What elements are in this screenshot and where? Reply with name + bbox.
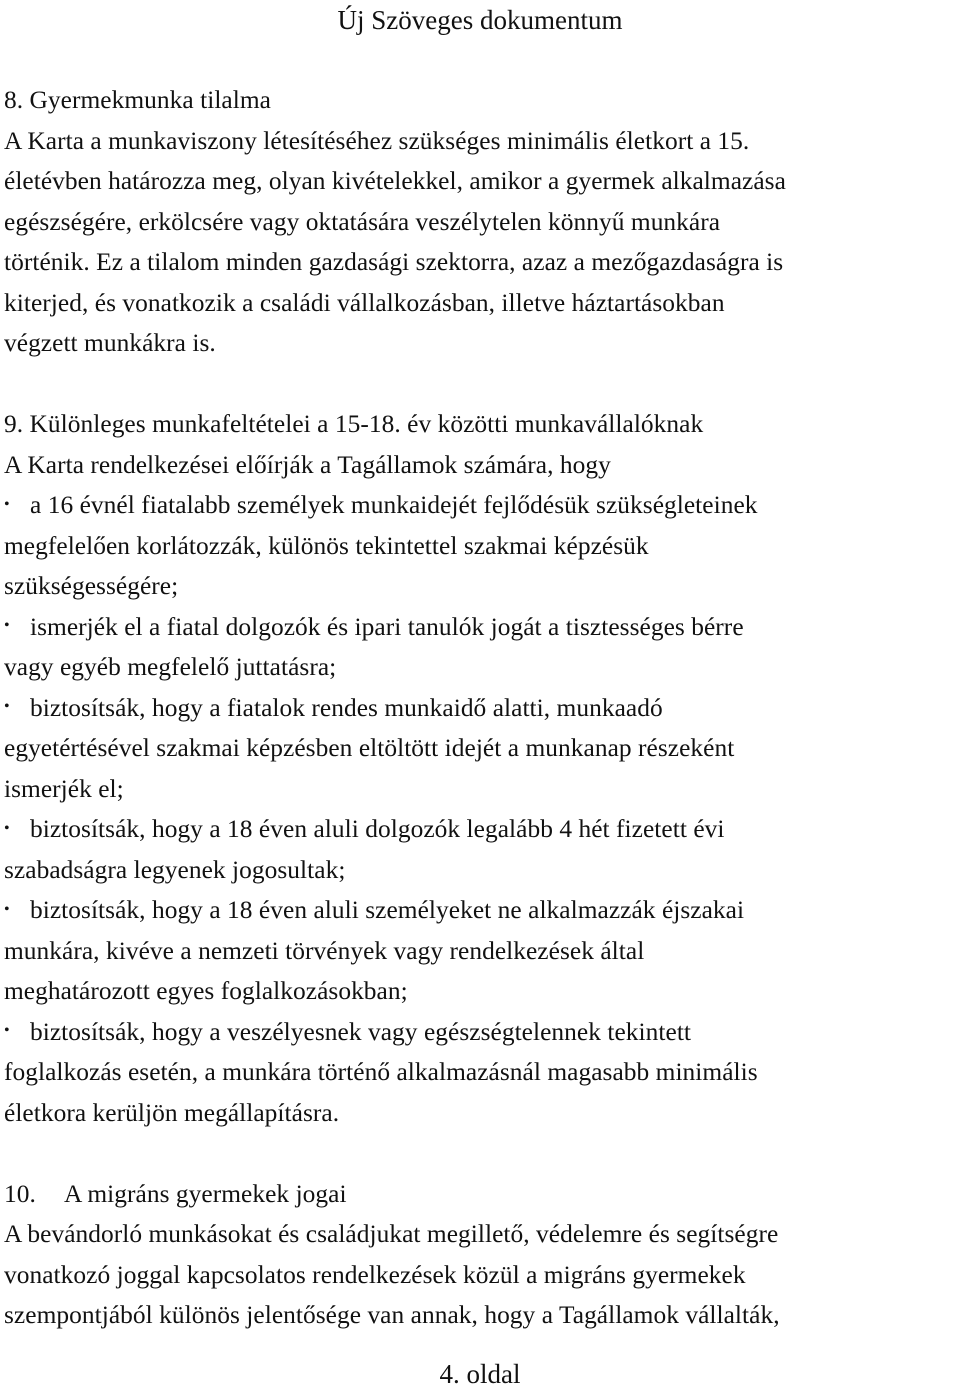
list-item [4, 485, 956, 526]
section-10-line: szempontjából különös jelentősége van annak, hogy a Tagállamok vállalták, [4, 1301, 780, 1329]
list-item-continuation: megfelelően korlátozzák, különös tekintettel szakmai képzésük [4, 531, 649, 560]
bullet-icon: • [4, 495, 10, 513]
section-9-intro: A Karta rendelkezései előírják a Tagállamok számára, hogy [4, 450, 611, 479]
section-10-heading [4, 1174, 956, 1215]
bullet-icon: • [4, 617, 10, 635]
list-item-text: ismerjék el a fiatal dolgozók és ipari tanulók jogát a tisztességes bérre [30, 612, 744, 641]
section-8-line: A Karta a munkaviszony létesítéséhez szükséges minimális életkort a 15. [4, 126, 750, 155]
list-item [4, 1012, 956, 1053]
list-item-continuation: meghatározott egyes foglalkozásokban; [4, 977, 408, 1005]
section-10-title: A migráns gyermekek jogai [64, 1179, 347, 1208]
section-8-line: életévben határozza meg, olyan kivételekkel, amikor a gyermek alkalmazása [4, 167, 786, 195]
list-item-continuation: ismerjék el; [4, 774, 124, 803]
page-number: 4. oldal [439, 1359, 521, 1389]
list-item [4, 688, 956, 729]
list-item-text: biztosítsák, hogy a fiatalok rendes munkaidő alatti, munkaadó [30, 693, 663, 722]
list-item-continuation: foglalkozás esetén, a munkára történő alkalmazásnál magasabb minimális [4, 1058, 758, 1086]
document-body [4, 80, 956, 1336]
section-9-heading: 9. Különleges munkafeltételei a 15-18. év közötti munkavállalóknak [4, 410, 704, 438]
document-title: Új Szöveges dokumentum [337, 5, 623, 35]
bullet-icon: • [4, 819, 10, 837]
section-10-number: 10. [4, 1179, 36, 1208]
section-8-line: kiterjed, és vonatkozik a családi vállalkozásban, illetve háztartásokban [4, 288, 725, 317]
list-item-text: biztosítsák, hogy a 18 éven aluli dolgozók legalább 4 hét fizetett évi [30, 815, 725, 843]
section-8-line: egészségére, erkölcsére vagy oktatására veszélytelen könnyű munkára [4, 207, 721, 236]
section-8-line: történik. Ez a tilalom minden gazdasági szektorra, azaz a mezőgazdaságra is [4, 248, 784, 276]
list-item-continuation: szükségességére; [4, 572, 179, 600]
list-item-text: a 16 évnél fiatalabb személyek munkaidejét fejlődésük szükségleteinek [30, 491, 758, 519]
list-item-continuation: életkora kerüljön megállapításra. [4, 1098, 340, 1127]
section-10-line: vonatkozó joggal kapcsolatos rendelkezések közül a migráns gyermekek [4, 1260, 746, 1289]
section-8-line: végzett munkákra is. [4, 329, 216, 357]
list-item-text: biztosítsák, hogy a 18 éven aluli személyeket ne alkalmazzák éjszakai [30, 896, 745, 924]
list-item-continuation: szabadságra legyenek jogosultak; [4, 855, 346, 884]
list-item [4, 809, 956, 850]
list-item-continuation: munkára, kivéve a nemzeti törvények vagy rendelkezések által [4, 936, 645, 965]
section-10-line: A bevándorló munkásokat és családjukat megillető, védelemre és segítségre [4, 1220, 779, 1248]
section-8-heading: 8. Gyermekmunka tilalma [4, 86, 271, 114]
list-item [4, 607, 956, 648]
bullet-icon: • [4, 698, 10, 716]
list-item-continuation: egyetértésével szakmai képzésben eltöltött idejét a munkanap részeként [4, 734, 735, 762]
paragraph-gap [4, 364, 956, 405]
paragraph-gap [4, 1133, 956, 1174]
bullet-icon: • [4, 900, 10, 918]
list-item-continuation: vagy egyéb megfelelő juttatásra; [4, 653, 337, 681]
list-item-text: biztosítsák, hogy a veszélyesnek vagy egészségtelennek tekintett [30, 1017, 692, 1046]
bullet-icon: • [4, 1022, 10, 1040]
list-item [4, 890, 956, 931]
